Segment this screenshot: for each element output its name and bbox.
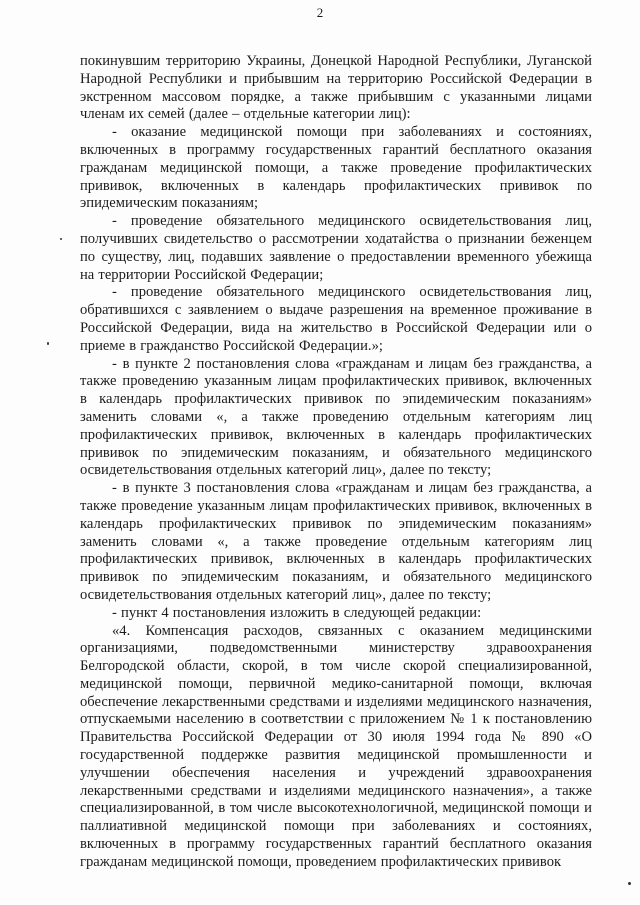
paragraph-refugee-examination: - проведение обязательного медицинского освидетельствования лиц, получивших свидетельство о рассмотрении ходатайства о признании беженцем по существу, лиц, подавших заявление о предоставлении временного убежища на территории Российской Федерации;: [80, 213, 592, 283]
paragraph-point-2-amendment: - в пункте 2 постановления слова «гражданам и лицам без гражданства, а также проведению указанным лицам профилактических прививок, включенных в календарь профилактических прививок по эпидемическим показаниям» заменить словами «, а также проведению отдельным категориям лиц профилактических прививок, включенных в календарь профилактических прививок по эпидемическим показаниям, и обязательного медицинского освидетельствования отдельных категорий лиц», далее по тексту;: [80, 355, 592, 479]
paragraph-residence-examination: - проведение обязательного медицинского освидетельствования лиц, обратившихся с заявлением о выдаче разрешения на временное проживание в Российской Федерации, вида на жительство в Российской Федерации или о приеме в гражданство Российской Федерации.»;: [80, 284, 592, 354]
scan-speck: [47, 342, 49, 345]
paragraph-point-4-intro: - пункт 4 постановления изложить в следующей редакции:: [112, 604, 482, 621]
paragraph-point-4-text: «4. Компенсация расходов, связанных с оказанием медицинскими организациями, подведомственными министерству здравоохранения Белгородской области, скорой, в том числе скорой специализированной, медицинской помощи, первичной медико-санитарной помощи, включая обеспечение лекарственными средствами и изделиями медицинского назначения, отпускаемыми населению в соответствии с приложением № 1 к постановлению Правительства Российской Федерации от 30 июля 1994 года № 890 «О государственной поддержке развития медицинской промышленности и улучшении обеспечения населения и учреждений здравоохранения лекарственными средствами и изделиями медицинского назначения», а также специализированной, в том числе высокотехнологичной, медицинской помощи и паллиативной медицинской помощи при заболеваниях и состояниях, включенных в программу государственных гарантий бесплатного оказания гражданам медицинской помощи, проведением профилактических прививок: [80, 622, 592, 870]
page-number: 2: [316, 5, 324, 20]
document-body: [80, 53, 592, 872]
paragraph-medical-care: - оказание медицинской помощи при заболеваниях и состояниях, включенных в программу государственных гарантий бесплатного оказания гражданам медицинской помощи, а также проведение профилактических прививок, включенных в календарь профилактических прививок по эпидемическим показаниям;: [80, 124, 592, 212]
scan-speck: [628, 882, 631, 885]
scan-speck: [60, 238, 62, 240]
paragraph-point-3-amendment: - в пункте 3 постановления слова «гражданам и лицам без гражданства, а также проведение указанным лицам профилактических прививок, включенных в календарь профилактических прививок по эпидемическим показаниям» заменить словами «, а также проведение отдельным категориям лиц профилактических прививок, включенных в календарь профилактических прививок по эпидемическим показаниям, и обязательного медицинского освидетельствования отдельных категорий лиц», далее по тексту;: [80, 480, 592, 603]
paragraph-intro-continuation: покинувшим территорию Украины, Донецкой Народной Республики, Луганской Народной Республики и прибывшим на территорию Российской Федерации в экстренном массовом порядке, а также прибывшим с указанными лицами членам их семей (далее – отдельные категории лиц):: [80, 53, 592, 123]
